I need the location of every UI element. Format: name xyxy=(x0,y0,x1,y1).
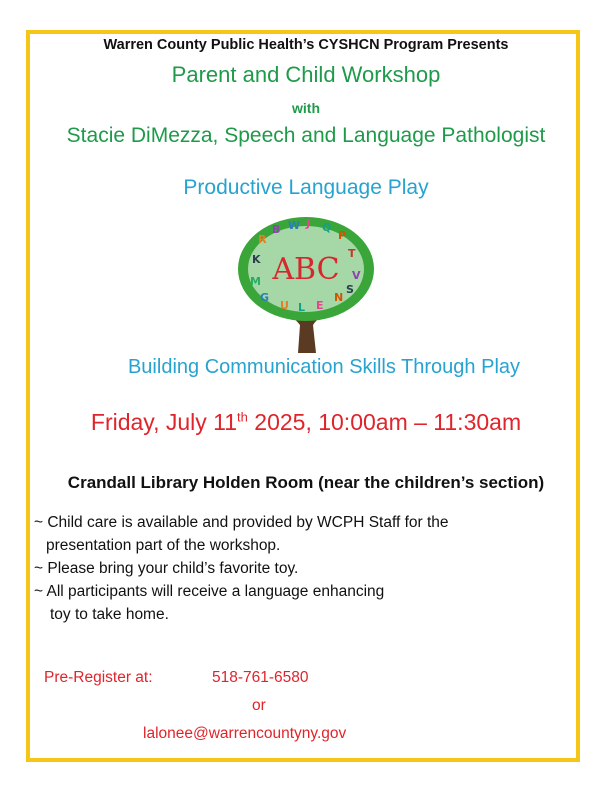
subtitle: Building Communication Skills Through Play xyxy=(127,356,521,378)
presents-line: Warren County Public Health’s CYSHCN Program Presents xyxy=(103,37,509,53)
note-participants: ~ All participants will receive a language enhancing xyxy=(34,583,385,600)
abc-logo-text: ABC xyxy=(272,252,340,287)
svg-text:M: M xyxy=(250,275,261,288)
note-childcare-cont: presentation part of the workshop. xyxy=(46,537,281,554)
svg-text:W: W xyxy=(288,219,301,232)
notes-list xyxy=(34,511,554,626)
svg-text:K: K xyxy=(252,253,261,266)
note-participants-cont: toy to take home. xyxy=(50,606,169,623)
svg-text:J: J xyxy=(306,217,311,230)
svg-text:L: L xyxy=(298,301,306,314)
presenter-name: Stacie DiMezza, Speech and Language Pathologist xyxy=(66,124,546,147)
register-or: or xyxy=(252,697,266,714)
date-main: Friday, July 11 xyxy=(90,409,238,435)
svg-text:U: U xyxy=(280,299,289,312)
note-childcare: ~ Child care is available and provided by WCPH Staff for the xyxy=(34,514,449,531)
date-time: 2025, 10:00am – 11:30am xyxy=(247,409,522,435)
svg-text:N: N xyxy=(334,291,344,304)
event-date xyxy=(0,409,612,436)
svg-text:P: P xyxy=(338,229,347,242)
svg-text:B: B xyxy=(272,223,281,236)
abc-tree-icon xyxy=(236,213,376,353)
venue: Crandall Library Holden Room (near the children’s section) xyxy=(67,473,545,492)
register-label: Pre-Register at: xyxy=(44,669,153,686)
date-ordinal: th xyxy=(237,409,248,425)
workshop-title: Parent and Child Workshop xyxy=(171,62,441,87)
note-toy: ~ Please bring your child’s favorite toy. xyxy=(34,560,299,577)
svg-text:T: T xyxy=(348,247,356,260)
svg-text:Q: Q xyxy=(322,221,332,234)
svg-text:G: G xyxy=(260,291,270,304)
register-email[interactable]: lalonee@warrencountyny.gov xyxy=(143,725,347,742)
with-text: with xyxy=(292,100,320,116)
svg-text:R: R xyxy=(258,233,267,246)
svg-text:S: S xyxy=(346,283,354,296)
svg-text:E: E xyxy=(316,299,324,312)
workshop-topic: Productive Language Play xyxy=(183,176,429,199)
svg-text:V: V xyxy=(352,269,361,282)
register-phone[interactable]: 518-761-6580 xyxy=(212,669,309,686)
